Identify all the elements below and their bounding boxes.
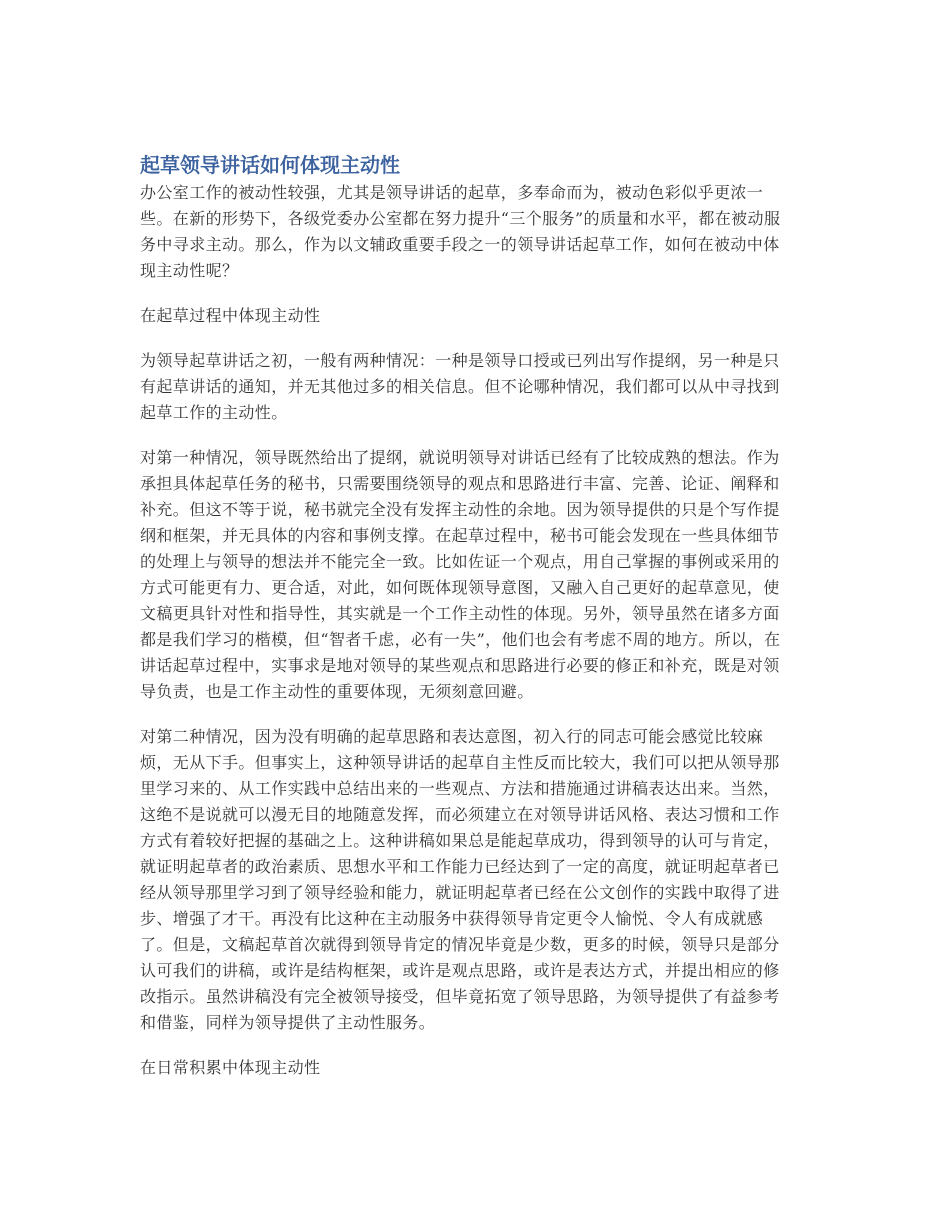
paragraph-line: 方式有着较好把握的基础之上。这种讲稿如果总是能起草成功，得到领导的认可与肯定，	[140, 831, 780, 850]
paragraph-line: 对第二种情况，因为没有明确的起草思路和表达意图，初入行的同志可能会感觉比较麻	[140, 727, 764, 746]
paragraph-line: 改指示。虽然讲稿没有完全被领导接受，但毕竟拓宽了领导思路，为领导提供了有益参考	[140, 987, 780, 1006]
paragraph-line: 了。但是，文稿起草首次就得到领导肯定的情况毕竟是少数，更多的时候，领导只是部分	[140, 935, 780, 954]
paragraph-line: 讲话起草过程中，实事求是地对领导的某些观点和思路进行必要的修正和补充，既是对领	[140, 656, 780, 675]
section-heading-daily-accumulation: 在日常积累中体现主动性	[140, 1058, 321, 1077]
paragraph-line: 补充。但这不等于说，秘书就完全没有发挥主动性的余地。因为领导提供的只是个写作提	[140, 500, 780, 519]
paragraph-line: 现主动性呢？	[140, 261, 239, 280]
paragraph-line: 起草工作的主动性。	[140, 403, 288, 422]
paragraph-line: 务中寻求主动。那么，作为以文辅政重要手段之一的领导讲话起草工作，如何在被动中体	[140, 235, 780, 254]
paragraph-line: 经从领导那里学习到了领导经验和能力，就证明起草者已经在公文创作的实践中取得了进	[140, 883, 780, 902]
document-page	[140, 150, 820, 1081]
section-heading-drafting-process: 在起草过程中体现主动性	[140, 306, 321, 325]
paragraph-first-situation	[140, 445, 820, 705]
paragraph-line: 些。在新的形势下，各级党委办公室都在努力提升“三个服务”的质量和水平，都在被动服	[140, 209, 781, 228]
intro-paragraph	[140, 180, 820, 284]
paragraph-line: 里学习来的、从工作实践中总结出来的一些观点、方法和措施通过讲稿表达出来。当然，	[140, 779, 780, 798]
paragraph-line: 文稿更具针对性和指导性，其实就是一个工作主动性的体现。另外，领导虽然在诸多方面	[140, 604, 780, 623]
paragraph-line: 这绝不是说就可以漫无目的地随意发挥，而必须建立在对领导讲话风格、表达习惯和工作	[140, 805, 780, 824]
paragraph-line: 对第一种情况，领导既然给出了提纲，就说明领导对讲话已经有了比较成熟的想法。作为	[140, 448, 780, 467]
paragraph-second-situation	[140, 724, 820, 1036]
paragraph-line: 为领导起草讲话之初，一般有两种情况：一种是领导口授或已列出写作提纲，另一种是只	[140, 351, 780, 370]
paragraph-line: 认可我们的讲稿，或许是结构框架，或许是观点思路，或许是表达方式，并提出相应的修	[140, 961, 780, 980]
paragraph-two-situations	[140, 348, 820, 426]
paragraph-line: 方式可能更有力、更合适，对此，如何既体现领导意图，又融入自己更好的起草意见，使	[140, 578, 780, 597]
paragraph-line: 有起草讲话的通知，并无其他过多的相关信息。但不论哪种情况，我们都可以从中寻找到	[140, 377, 780, 396]
paragraph-line: 就证明起草者的政治素质、思想水平和工作能力已经达到了一定的高度，就证明起草者已	[140, 857, 780, 876]
document-title: 起草领导讲话如何体现主动性	[140, 153, 400, 177]
paragraph-line: 办公室工作的被动性较强，尤其是领导讲话的起草，多奉命而为，被动色彩似乎更浓一	[140, 183, 764, 202]
paragraph-line: 烦，无从下手。但事实上，这种领导讲话的起草自主性反而比较大，我们可以把从领导那	[140, 753, 780, 772]
paragraph-line: 和借鉴，同样为领导提供了主动性服务。	[140, 1013, 436, 1032]
paragraph-line: 承担具体起草任务的秘书，只需要围绕领导的观点和思路进行丰富、完善、论证、阐释和	[140, 474, 780, 493]
paragraph-line: 都是我们学习的楷模，但“智者千虑，必有一失”，他们也会有考虑不周的地方。所以，在	[140, 630, 781, 649]
paragraph-line: 纲和框架，并无具体的内容和事例支撑。在起草过程中，秘书可能会发现在一些具体细节	[140, 526, 780, 545]
paragraph-line: 的处理上与领导的想法并不能完全一致。比如佐证一个观点，用自己掌握的事例或采用的	[140, 552, 780, 571]
paragraph-line: 步、增强了才干。再没有比这种在主动服务中获得领导肯定更令人愉悦、令人有成就感	[140, 909, 764, 928]
paragraph-line: 导负责，也是工作主动性的重要体现，无须刻意回避。	[140, 682, 534, 701]
